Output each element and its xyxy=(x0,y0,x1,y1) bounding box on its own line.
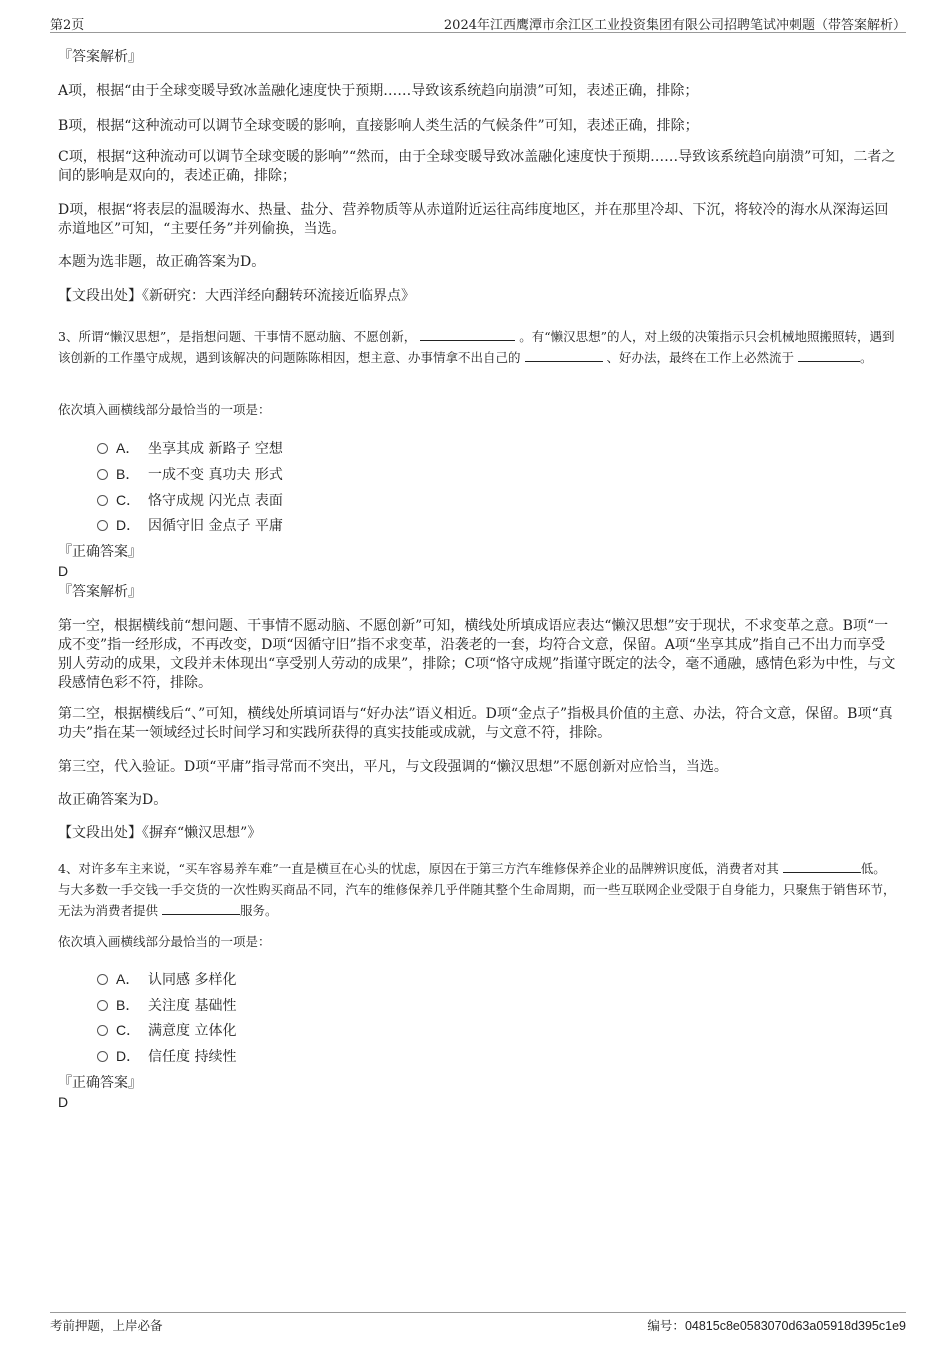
page-footer xyxy=(50,1312,906,1333)
q4-stem: 4、对许多车主来说，“买车容易养车难”一直是横亘在心头的忧虑，原因在于第三方汽车维修保养企业的品牌辨识度低，消费者对其 低。与大多数一手交钱一手交货的一次性购买商品不同，汽车的维修保养几乎伴随其整个生命周期，而一些互联网企业受限于自身能力，只聚焦于销售环节，无法为消费者提供 服务。 xyxy=(58,861,896,918)
q3-analysis-1: 第一空，根据横线前“想问题、干事情不愿动脑、不愿创新”可知，横线处所填成语应表达“懒汉思想”安于现状，不求变革之意。B项“一成不变”指一经形成，不再改变，D项“因循守旧”指不求变革，沿袭老的一套，均符合文意，保留。A项“坐享其成”指自己不出力而享受别人劳动的成果，文段并未体现出“享受别人劳动的成果”，排除；C项“恪守成规”指谨守既定的法令，毫不通融，感情色彩为中性，与文段感情色彩不符，排除。 xyxy=(58,618,896,691)
q3-blank-1 xyxy=(420,328,515,341)
q2-conclusion: 本题为选非题，故正确答案为D。 xyxy=(58,254,266,270)
radio-icon[interactable] xyxy=(97,974,108,985)
q3-blank-2 xyxy=(525,349,603,362)
radio-icon[interactable] xyxy=(97,1000,108,1011)
radio-icon[interactable] xyxy=(97,520,108,531)
radio-icon[interactable] xyxy=(97,443,108,454)
page-header xyxy=(50,12,906,33)
q3-option-c[interactable]: C． 恪守成规 闪光点 表面 xyxy=(97,490,283,510)
radio-icon[interactable] xyxy=(97,1025,108,1036)
q4-answer-title: 『正确答案』 xyxy=(58,1075,142,1091)
q3-answer-title: 『正确答案』 xyxy=(58,544,142,560)
q3-answer: D xyxy=(58,563,69,579)
q3-prompt: 依次填入画横线部分最恰当的一项是： xyxy=(58,402,271,417)
q3-stem: 3、所谓“懒汉思想”，是指想问题、干事情不愿动脑、不愿创新， 。有“懒汉思想”的人，对上级的决策指示只会机械地照搬照转，遇到该创新的工作墨守成规，遇到该解决的问题陈陈相因，想主意、办事情拿不出自己的 、好办法，最终在工作上必然流于 。 xyxy=(58,329,895,365)
q2-analysis-title: 『答案解析』 xyxy=(58,49,142,65)
page-number: 第2页 xyxy=(50,18,85,33)
q4-option-c[interactable]: C． 满意度 立体化 xyxy=(97,1020,236,1040)
q3-option-d[interactable]: D． 因循守旧 金点子 平庸 xyxy=(97,515,283,535)
document-code: 编号：04815c8e0583070d63a05918d395c1e9 xyxy=(647,1318,906,1333)
q2-analysis-c: C项，根据“这种流动可以调节全球变暖的影响”“然而，由于全球变暖导致冰盖融化速度快于预期……导致该系统趋向崩溃”可知，二者之间的影响是双向的，表述正确，排除； xyxy=(58,149,896,184)
q3-conclusion: 故正确答案为D。 xyxy=(58,792,168,808)
q3-blank-3 xyxy=(798,349,860,362)
radio-icon[interactable] xyxy=(97,1051,108,1062)
q2-analysis-b: B项，根据“这种流动可以调节全球变暖的影响，直接影响人类生活的气候条件”可知，表述正确，排除； xyxy=(58,118,699,134)
q4-blank-1 xyxy=(783,860,861,873)
q4-blank-2 xyxy=(162,902,240,915)
q4-option-d[interactable]: D． 信任度 持续性 xyxy=(97,1046,236,1066)
q3-analysis-3: 第三空，代入验证。D项“平庸”指寻常而不突出，平凡，与文段强调的“懒汉思想”不愿创新对应恰当，当选。 xyxy=(58,759,728,775)
q3-source: 【文段出处】《摒弃“懒汉思想”》 xyxy=(58,825,262,841)
q4-prompt: 依次填入画横线部分最恰当的一项是： xyxy=(58,934,271,949)
footer-slogan: 考前押题，上岸必备 xyxy=(50,1318,163,1333)
q3-option-b[interactable]: B． 一成不变 真功夫 形式 xyxy=(97,464,283,484)
radio-icon[interactable] xyxy=(97,495,108,506)
q3-option-a[interactable]: A． 坐享其成 新路子 空想 xyxy=(97,438,283,458)
q2-source: 【文段出处】《新研究：大西洋经向翻转环流接近临界点》 xyxy=(58,288,415,304)
q3-analysis-title: 『答案解析』 xyxy=(58,584,142,600)
q4-option-b[interactable]: B． 关注度 基础性 xyxy=(97,995,236,1015)
q3-analysis-2: 第二空，根据横线后“、”可知，横线处所填词语与“好办法”语义相近。D项“金点子”指极具价值的主意、办法，符合文意，保留。B项“真功夫”指在某一领域经过长时间学习和实践所获得的真实技能或成就，与文意不符，排除。 xyxy=(58,706,893,741)
q4-answer: D xyxy=(58,1094,69,1110)
q2-analysis-a: A项，根据“由于全球变暖导致冰盖融化速度快于预期……导致该系统趋向崩溃”可知，表述正确，排除； xyxy=(58,83,699,99)
radio-icon[interactable] xyxy=(97,469,108,480)
document-title: 2024年江西鹰潭市余江区工业投资集团有限公司招聘笔试冲刺题（带答案解析） xyxy=(443,18,906,33)
q2-analysis-d: D项，根据“将表层的温暖海水、热量、盐分、营养物质等从赤道附近运往高纬度地区，并在那里冷却、下沉，将较冷的海水从深海运回赤道地区”可知，“主要任务”并列偷换，当选。 xyxy=(58,202,889,237)
q4-option-a[interactable]: A． 认同感 多样化 xyxy=(97,969,236,989)
